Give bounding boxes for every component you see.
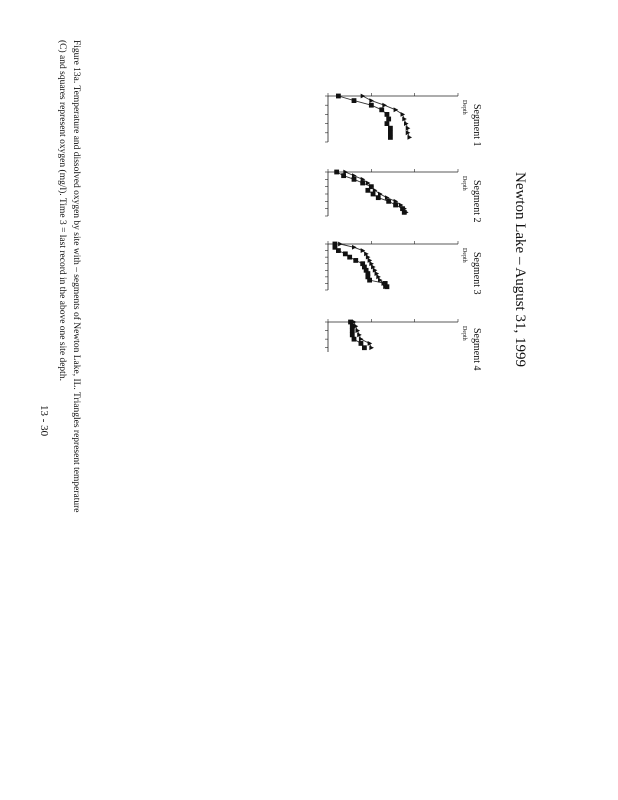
data-point-square — [388, 135, 393, 140]
caption-line-1: Figure 13a. Temperature and dissolved oxygen by site with – segments of Newton Lake, IL. Triangles represent temperature — [71, 40, 81, 513]
data-point-square — [386, 199, 391, 204]
chart-panel-4 — [325, 319, 482, 371]
data-point-square — [350, 332, 355, 337]
data-point-square — [388, 130, 393, 135]
page-number: 13 - 30 — [38, 405, 50, 437]
chart-panel-3 — [325, 241, 482, 295]
data-point-square — [352, 98, 357, 103]
data-point-square — [336, 248, 341, 253]
data-point-square — [379, 107, 384, 112]
data-point-square — [388, 126, 393, 131]
data-point-triangle — [359, 337, 364, 342]
series-line-square — [338, 96, 390, 137]
data-point-square — [334, 170, 339, 175]
chart-title: Segment 2 — [471, 180, 482, 223]
data-point-triangle — [361, 94, 366, 99]
chart-title: Segment 1 — [471, 104, 482, 147]
data-point-square — [367, 278, 372, 283]
data-point-triangle — [369, 98, 374, 103]
data-point-triangle — [369, 345, 374, 350]
chart-panel-1 — [325, 93, 482, 147]
data-point-square — [347, 255, 352, 260]
depth-axis-label: Depth — [461, 176, 467, 191]
depth-axis-label: Depth — [461, 326, 467, 341]
data-point-square — [350, 328, 355, 333]
data-point-square — [343, 251, 348, 256]
data-point-triangle — [338, 242, 343, 247]
chart-title: Segment 4 — [471, 328, 482, 371]
data-point-square — [353, 258, 358, 263]
data-point-square — [336, 94, 341, 99]
data-point-triangle — [407, 135, 412, 140]
data-point-square — [362, 345, 367, 350]
data-point-square — [385, 121, 390, 126]
data-point-square — [359, 341, 364, 346]
chart-panel-2 — [325, 169, 482, 223]
page-title: Newton Lake – August 31, 1999 — [512, 172, 528, 367]
data-point-square — [369, 103, 374, 108]
depth-axis-label: Depth — [461, 100, 467, 115]
data-point-triangle — [352, 245, 357, 250]
chart-title: Segment 3 — [471, 252, 482, 295]
data-point-square — [386, 117, 391, 122]
data-point-triangle — [382, 103, 387, 108]
depth-axis-label: Depth — [461, 248, 467, 263]
data-point-square — [352, 337, 357, 342]
data-point-square — [385, 112, 390, 117]
caption-line-2: (C) and squares represent oxygen (mg/l). Time 3 = last record in the above one site depth. — [57, 40, 67, 381]
